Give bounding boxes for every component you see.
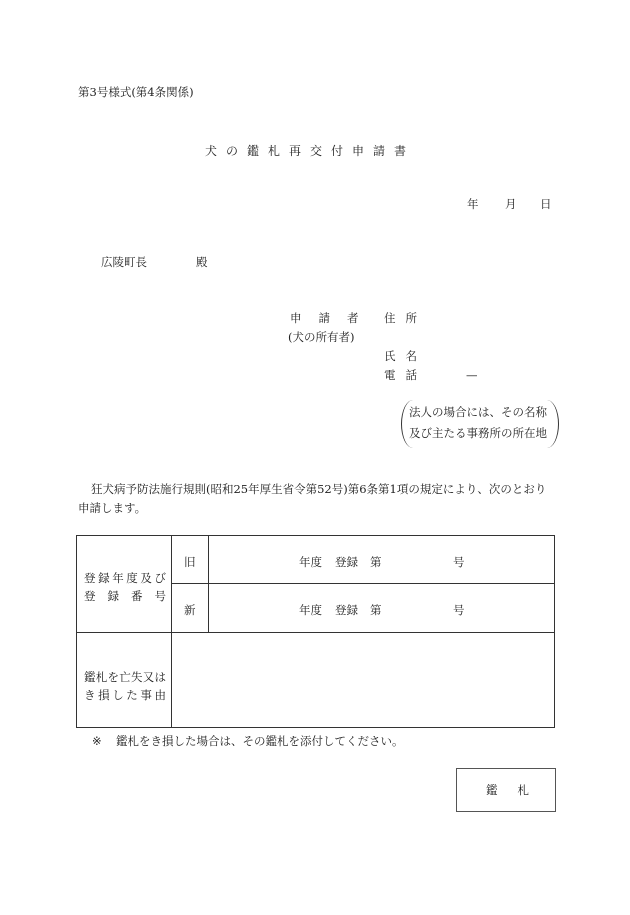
phone-dash: — xyxy=(466,368,478,382)
old-number-prefix: 第 xyxy=(370,555,382,569)
corporate-note-line1: 法人の場合には、その名称 xyxy=(409,405,547,419)
body-text-line2: 申請します。 xyxy=(78,501,147,515)
reason-label-line2: き損した事由 xyxy=(84,688,166,702)
date-year-label: 年 xyxy=(467,197,479,211)
document-title: 犬の鑑札再交付申請書 xyxy=(205,144,416,158)
old-number-suffix: 号 xyxy=(453,555,465,569)
reason-label-line1: 鑑札を亡失又は xyxy=(84,670,166,684)
new-fiscal-year-label: 年度 xyxy=(299,603,322,617)
address-label: 住所 xyxy=(384,311,427,325)
note-mark: ※ xyxy=(92,734,102,748)
new-number-prefix: 第 xyxy=(370,603,382,617)
corporate-note-line2: 及び主たる事務所の所在地 xyxy=(409,426,547,440)
license-tag-label: 鑑札 xyxy=(486,783,549,797)
old-fiscal-year-label: 年度 xyxy=(299,555,322,569)
applicant-owner-label: (犬の所有者) xyxy=(288,330,355,344)
body-text-line1: 狂犬病予防法施行規則(昭和25年厚生省令第52号)第6条第1項の規定により、次のとおり xyxy=(91,482,547,496)
application-table xyxy=(76,535,555,728)
new-registration-label: 登録 xyxy=(335,603,358,617)
new-label: 新 xyxy=(184,603,196,617)
reg-label-line2: 登録番号 xyxy=(84,589,166,603)
date-day-label: 日 xyxy=(540,197,552,211)
date-month-label: 月 xyxy=(505,197,517,211)
corporate-note-bracket xyxy=(401,400,559,448)
note-text: 鑑札をき損した場合は、その鑑札を添付してください。 xyxy=(116,734,404,748)
old-label: 旧 xyxy=(184,555,196,569)
license-tag-box xyxy=(456,768,556,812)
phone-label: 電話 xyxy=(384,368,427,382)
reg-label-line1: 登録年度及び xyxy=(84,571,166,585)
addressee-honorific: 殿 xyxy=(196,255,208,269)
form-id: 第3号様式(第4条関係) xyxy=(78,85,194,99)
name-label: 氏名 xyxy=(384,349,427,363)
addressee-name: 広陵町長 xyxy=(101,255,147,269)
applicant-label: 申請者 xyxy=(290,311,376,325)
old-registration-label: 登録 xyxy=(335,555,358,569)
reason-field[interactable] xyxy=(177,641,547,721)
new-number-suffix: 号 xyxy=(453,603,465,617)
